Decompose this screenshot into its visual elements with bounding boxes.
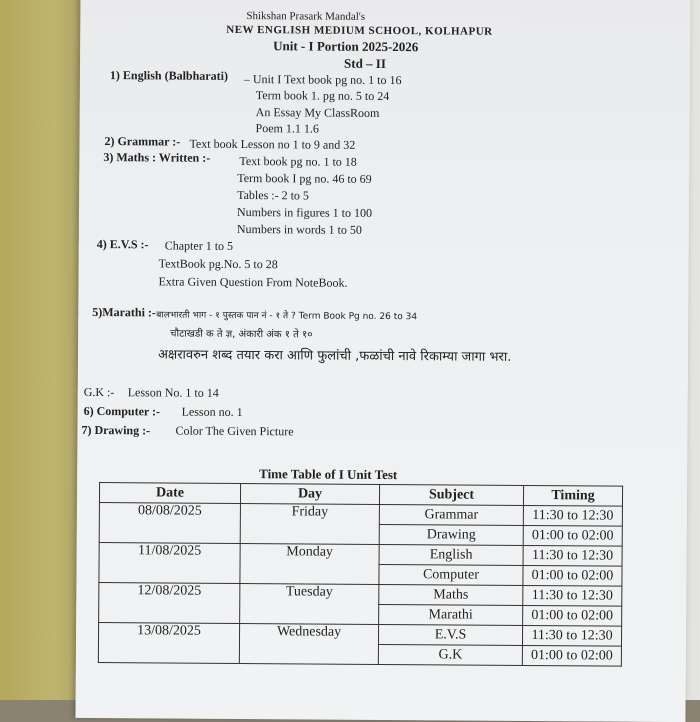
timetable-title: Time Table of I Unit Test bbox=[259, 466, 398, 483]
timing-cell: 01:00 to 02:00 bbox=[523, 605, 622, 626]
timing-cell: 01:00 to 02:00 bbox=[523, 565, 622, 586]
date-cell: 13/08/2025 bbox=[98, 623, 239, 664]
subject-cell: Grammar bbox=[379, 504, 523, 525]
gk-text: Lesson No. 1 to 14 bbox=[127, 385, 219, 400]
column-header-day: Day bbox=[240, 484, 379, 505]
subject-cell: Drawing bbox=[379, 524, 523, 545]
subject-cell: Maths bbox=[379, 584, 523, 605]
day-cell: Tuesday bbox=[240, 584, 379, 625]
drawing-text: Color The Given Picture bbox=[175, 423, 294, 439]
unit-title: Unit - I Portion 2025-2026 bbox=[273, 38, 419, 55]
timing-cell: 11:30 to 12:30 bbox=[523, 545, 622, 566]
english-line: Poem 1.1 1.6 bbox=[255, 121, 319, 136]
maths-label: 3) Maths : Written :- bbox=[103, 150, 211, 165]
subject-cell: English bbox=[379, 544, 523, 565]
subject-cell: E.V.S bbox=[378, 624, 522, 645]
date-cell: 11/08/2025 bbox=[99, 543, 240, 584]
english-line: An Essay My ClassRoom bbox=[255, 105, 380, 120]
timing-cell: 01:00 to 02:00 bbox=[523, 525, 622, 546]
org-name: Shikshan Prasark Mandal's bbox=[246, 10, 366, 23]
evs-line: Chapter 1 to 5 bbox=[164, 238, 234, 253]
timing-cell: 01:00 to 02:00 bbox=[522, 645, 621, 666]
day-cell: Friday bbox=[240, 504, 379, 545]
school-name: NEW ENGLISH MEDIUM SCHOOL, KOLHAPUR bbox=[226, 23, 493, 38]
column-header-subject: Subject bbox=[379, 484, 523, 505]
grammar-text: Text book Lesson no 1 to 9 and 32 bbox=[189, 136, 356, 152]
day-cell: Monday bbox=[240, 544, 379, 585]
maths-line: Numbers in words 1 to 50 bbox=[236, 221, 362, 237]
evs-line: Extra Given Question From NoteBook. bbox=[158, 274, 348, 290]
marathi-line: बालभारती भाग - १ पुस्तक पान नं - १ ते ? Term Book Pg no. 26 to 34 bbox=[156, 310, 418, 323]
maths-line: Tables :- 2 to 5 bbox=[237, 187, 309, 203]
document-page bbox=[75, 0, 690, 722]
gk-label: G.K :- bbox=[83, 384, 115, 400]
grammar-label: 2) Grammar :- bbox=[104, 134, 181, 149]
timing-cell: 11:30 to 12:30 bbox=[523, 505, 622, 526]
column-header-date: Date bbox=[99, 483, 240, 504]
timing-cell: 11:30 to 12:30 bbox=[522, 625, 621, 646]
subject-cell: G.K bbox=[378, 644, 522, 665]
evs-line: TextBook pg.No. 5 to 28 bbox=[158, 256, 278, 272]
marathi-label: 5)Marathi :- bbox=[92, 304, 156, 320]
table-row bbox=[99, 543, 622, 567]
computer-text: Lesson no. 1 bbox=[181, 404, 243, 420]
marathi-line: अक्षरावरुन शब्द तयार करा आणि फुलांची ,फळांची नावे रिकाम्या जागा भरा. bbox=[157, 347, 512, 365]
subject-cell: Computer bbox=[379, 564, 523, 585]
english-line: Term book 1. pg no. 5 to 24 bbox=[255, 88, 390, 104]
maths-line: Text book pg no. 1 to 18 bbox=[239, 153, 357, 169]
day-cell: Wednesday bbox=[239, 624, 378, 665]
maths-line: Term book I pg no. 46 to 69 bbox=[237, 170, 372, 186]
std-title: Std – II bbox=[343, 55, 387, 72]
english-line: – Unit I Text book pg no. 1 to 16 bbox=[243, 72, 402, 88]
marathi-line: चौटाखडी क ते ज्ञ, अंकारी अंक १ ते १० bbox=[170, 328, 313, 341]
date-cell: 12/08/2025 bbox=[99, 583, 240, 624]
english-label: 1) English (Balbharati) bbox=[109, 68, 229, 83]
table-row bbox=[99, 583, 622, 607]
date-cell: 08/08/2025 bbox=[99, 503, 240, 544]
evs-label: 4) E.V.S :- bbox=[96, 236, 149, 252]
subject-cell: Marathi bbox=[379, 604, 523, 625]
column-header-timing: Timing bbox=[523, 485, 622, 506]
table-row bbox=[98, 623, 621, 647]
table-row bbox=[99, 503, 622, 527]
timetable bbox=[98, 482, 623, 667]
timing-cell: 11:30 to 12:30 bbox=[523, 585, 622, 606]
maths-line: Numbers in figures 1 to 100 bbox=[236, 204, 373, 220]
drawing-label: 7) Drawing :- bbox=[81, 422, 151, 438]
computer-label: 6) Computer :- bbox=[83, 403, 161, 419]
